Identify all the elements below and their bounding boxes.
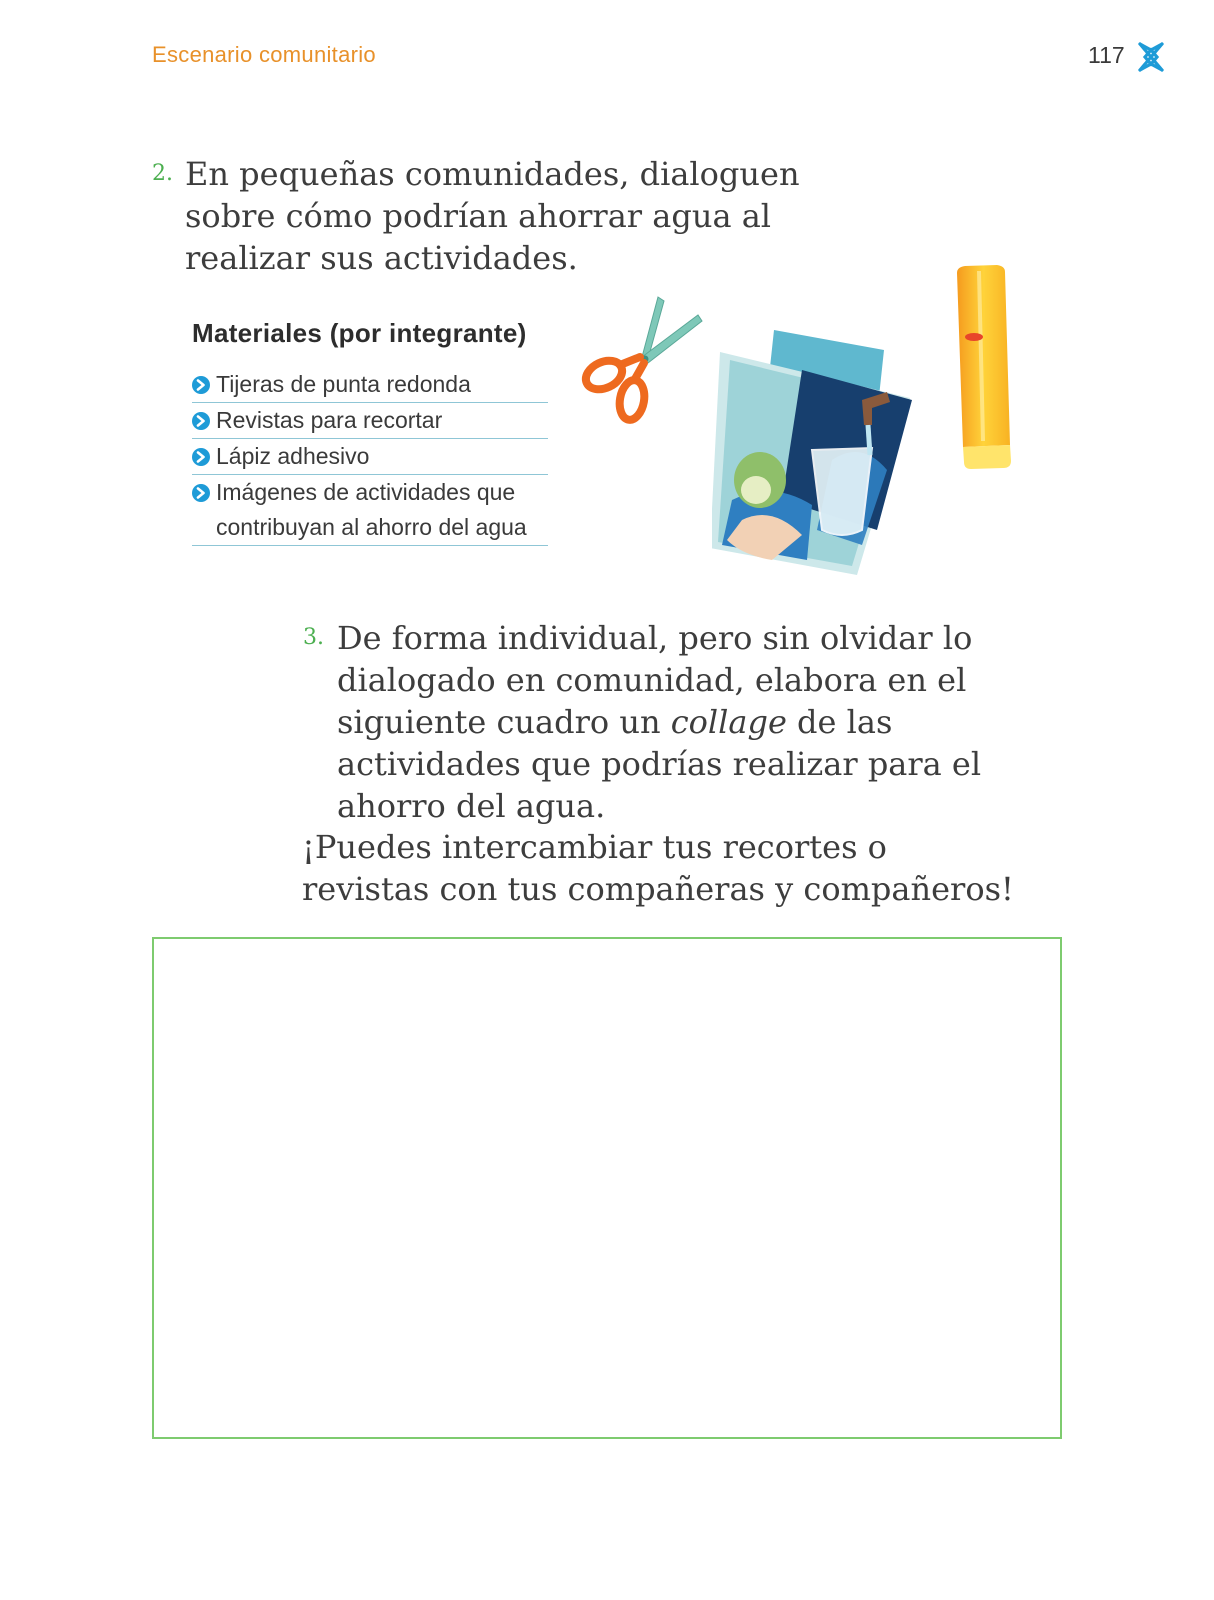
- glue-stick-illustration: [955, 265, 1030, 470]
- section-title: Escenario comunitario: [152, 42, 376, 67]
- interlaced-knot-icon: [1136, 40, 1166, 74]
- material-label: Lápiz adhesivo: [216, 443, 370, 469]
- materials-title: Materiales (por integrante): [192, 318, 527, 348]
- materials-panel: [192, 318, 548, 546]
- page-number: 117: [1088, 42, 1125, 68]
- chevron-right-icon: [192, 376, 210, 394]
- chevron-right-icon: [192, 484, 210, 502]
- scissors-illustration: [580, 295, 705, 430]
- material-label: Imágenes de actividades que contribuyan al ahorro del agua: [216, 479, 527, 540]
- material-label: Tijeras de punta redonda: [216, 371, 471, 397]
- chevron-right-icon: [192, 448, 210, 466]
- activity-2-text: En pequeñas comunidades, dialoguen sobre cómo podrían ahorrar agua al realizar sus actividades.: [185, 155, 800, 277]
- list-item: [192, 367, 548, 403]
- list-item: [192, 403, 548, 439]
- list-item: [192, 439, 548, 475]
- material-label: Revistas para recortar: [216, 407, 443, 433]
- exchange-note: ¡Puedes intercambiar tus recortes o revistas con tus compañeras y compañeros!: [302, 828, 1014, 908]
- list-item: [192, 475, 548, 546]
- activity-2: [152, 153, 885, 279]
- magazines-illustration: [712, 330, 937, 585]
- activity-3-text-before: De forma individual, pero sin olvidar lo dialogado en comunidad, elabora en el siguiente cuadro un: [337, 619, 973, 741]
- activity-3-text-after: de las actividades que podrías realizar para el ahorro del agua.: [337, 703, 982, 825]
- materials-list: [192, 367, 548, 546]
- chevron-right-icon: [192, 412, 210, 430]
- activity-3: [303, 617, 1057, 827]
- collage-area[interactable]: [152, 937, 1062, 1439]
- activity-2-number: 2.: [152, 161, 173, 186]
- activity-3-number: 3.: [303, 625, 324, 650]
- activity-3-italic-word: collage: [670, 703, 787, 741]
